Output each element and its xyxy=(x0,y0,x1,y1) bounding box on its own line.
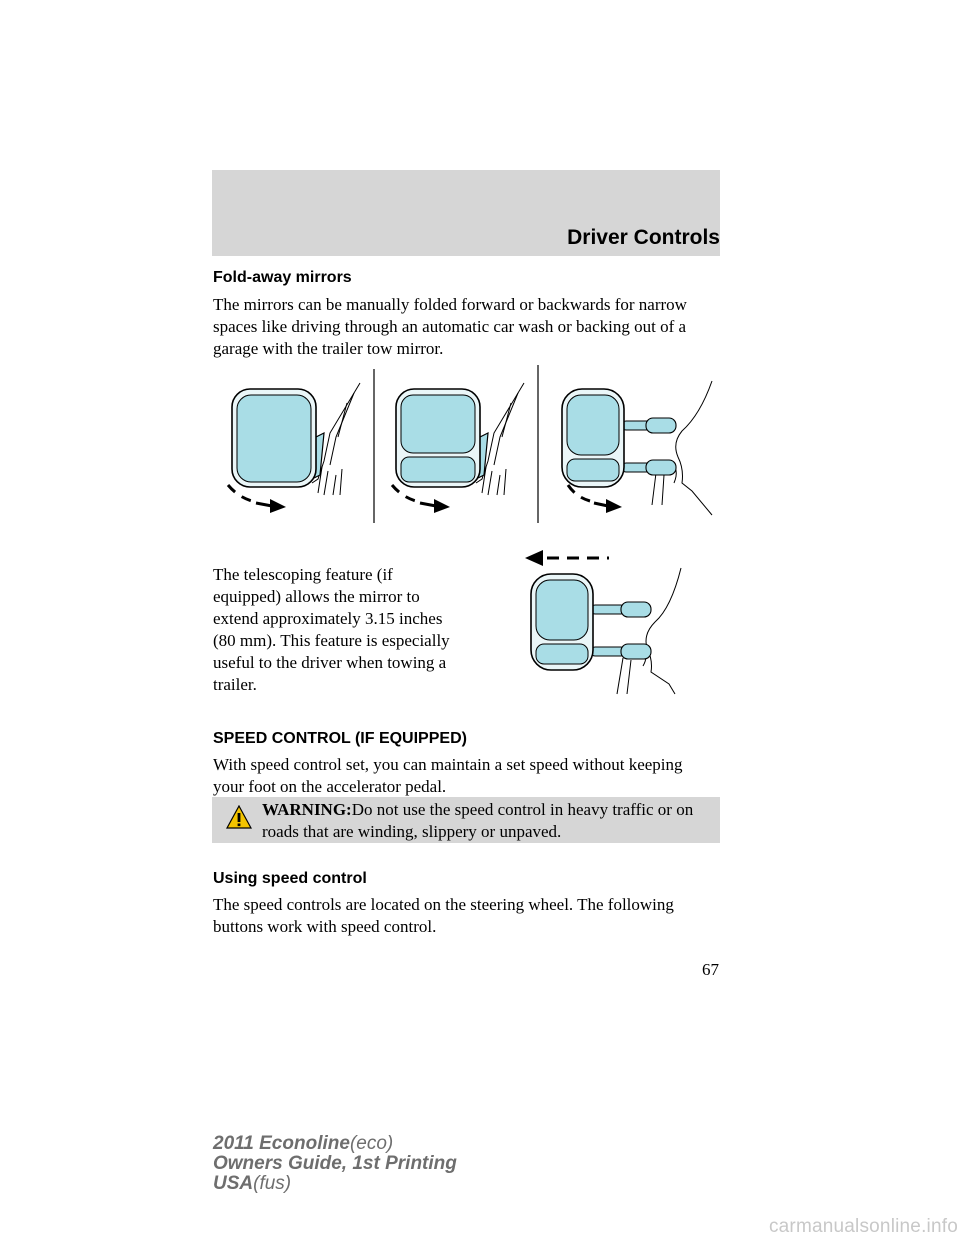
speed-control-body: With speed control set, you can maintain a set speed without keeping your foot on the accelerator pedal. xyxy=(213,755,683,796)
footer-model: 2011 Econoline xyxy=(213,1133,350,1154)
mirror-panel-standard xyxy=(228,383,360,513)
warning-triangle-icon xyxy=(226,805,252,829)
using-speed-control-heading: Using speed control xyxy=(213,870,367,887)
warning-text: Do not use the speed control in heavy traffic or on roads that are winding, slippery or unpaved. xyxy=(262,800,694,841)
warning-text-block xyxy=(262,799,714,843)
foldaway-mirrors-illustration xyxy=(212,365,720,525)
foldaway-body: The mirrors can be manually folded forward or backwards for narrow spaces like driving through an automatic car wash or backing out of a garage with the trailer tow mirror. xyxy=(213,295,687,358)
footer-printing: Owners Guide, 1st Printing xyxy=(213,1153,457,1174)
speed-control-heading: SPEED CONTROL (IF EQUIPPED) xyxy=(213,730,467,747)
foldaway-heading: Fold-away mirrors xyxy=(213,269,352,286)
watermark: carmanualsonline.info xyxy=(768,1216,958,1237)
section-title: Driver Controls xyxy=(567,226,720,249)
using-speed-control-body: The speed controls are located on the steering wheel. The following buttons work with speed control. xyxy=(213,895,674,936)
footer xyxy=(213,1134,457,1194)
section-header-bar xyxy=(212,170,720,256)
warning-label: WARNING: xyxy=(262,800,352,819)
arrow-left-icon xyxy=(525,550,609,566)
page-number: 67 xyxy=(702,960,719,979)
mirror-panel-split xyxy=(392,383,524,513)
telescoping-mirror-illustration xyxy=(525,548,705,698)
footer-region-code: (fus) xyxy=(253,1173,292,1194)
telescoping-body: The telescoping feature (if equipped) allows the mirror to extend approximately 3.15 inches (80 mm). This feature is especially useful to the driver when towing a trailer. xyxy=(213,565,450,694)
footer-region: USA xyxy=(213,1173,254,1194)
mirror-panel-trailer-tow xyxy=(562,381,712,515)
footer-model-code: (eco) xyxy=(349,1133,394,1154)
